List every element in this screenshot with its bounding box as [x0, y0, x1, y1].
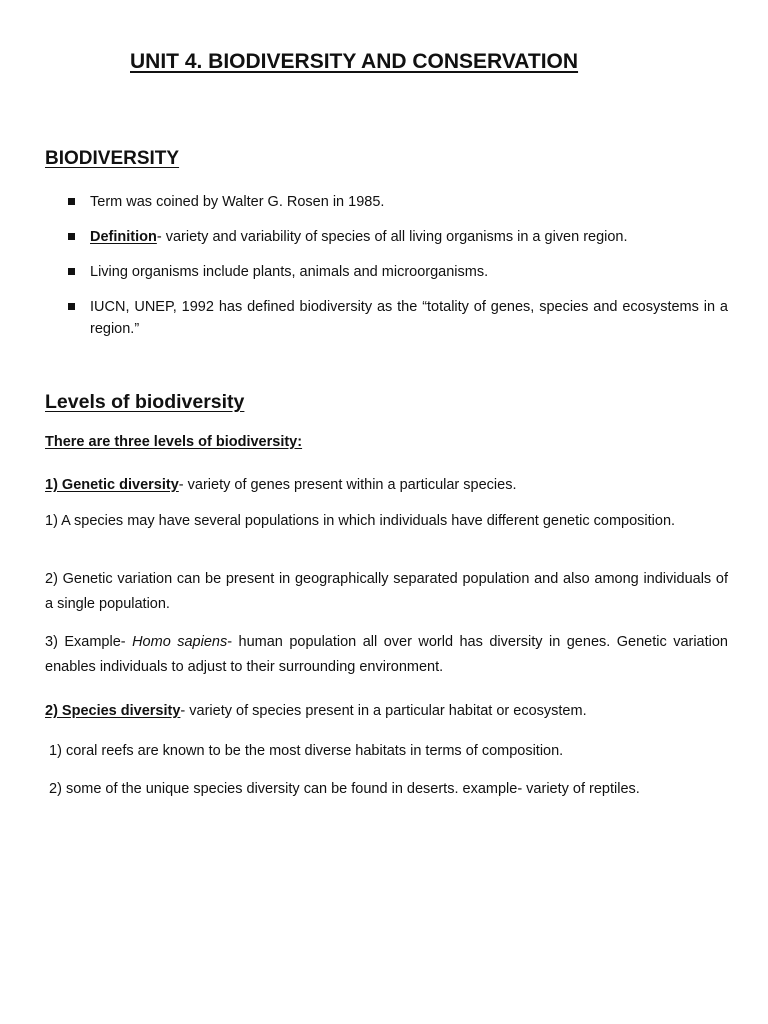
species-point-2: 2) some of the unique species diversity can be found in deserts. example- variety of reptiles.: [45, 781, 640, 797]
levels-heading: Levels of biodiversity: [45, 391, 245, 413]
document-title: UNIT 4. BIODIVERSITY AND CONSERVATION: [130, 50, 579, 73]
genetic-diversity-label: 1) Genetic diversity: [45, 477, 179, 493]
bullet-text: - variety and variability of species of all living organisms in a given region.: [156, 229, 628, 245]
biodiversity-bullet-list: [68, 191, 728, 353]
species-diversity-dash: -: [180, 703, 190, 719]
levels-intro: There are three levels of biodiversity:: [45, 434, 303, 450]
definition-term: Definition: [90, 229, 157, 245]
bullet-text: IUCN, UNEP, 1992 has defined biodiversity as the “totality of genes, species and ecosystems in a region.”: [90, 299, 728, 337]
example-text: - human population all over world has diversity in genes. Genetic variation enables individuals to adjust to their surrounding environment.: [45, 634, 728, 675]
genetic-diversity-dash: -: [178, 477, 188, 493]
genetic-example-paragraph: [45, 630, 728, 680]
species-diversity-text: variety of species present in a particular habitat or ecosystem.: [189, 703, 587, 719]
square-bullet-icon: [68, 233, 75, 240]
genetic-diversity-paragraph: [45, 474, 728, 497]
bullet-item: [68, 226, 728, 248]
square-bullet-icon: [68, 303, 75, 310]
biodiversity-heading: BIODIVERSITY: [45, 148, 180, 169]
species-diversity-paragraph: [45, 700, 728, 723]
bullet-item: [68, 261, 728, 283]
example-prefix: 3) Example-: [45, 634, 133, 650]
genetic-point-1: 1) A species may have several populations in which individuals have different genetic composition.: [45, 513, 676, 529]
bullet-item: [68, 296, 728, 340]
square-bullet-icon: [68, 268, 75, 275]
species-name: Homo sapiens: [132, 634, 228, 650]
species-diversity-label: 2) Species diversity: [45, 703, 181, 719]
square-bullet-icon: [68, 198, 75, 205]
genetic-point-2: 2) Genetic variation can be present in geographically separated population and also among individuals of a single population.: [45, 571, 728, 612]
bullet-text: Term was coined by Walter G. Rosen in 1985.: [90, 194, 385, 210]
bullet-text: Living organisms include plants, animals and microorganisms.: [90, 264, 489, 280]
genetic-diversity-text: variety of genes present within a particular species.: [187, 477, 517, 493]
species-point-1: 1) coral reefs are known to be the most diverse habitats in terms of composition.: [45, 743, 564, 759]
bullet-item: [68, 191, 728, 213]
